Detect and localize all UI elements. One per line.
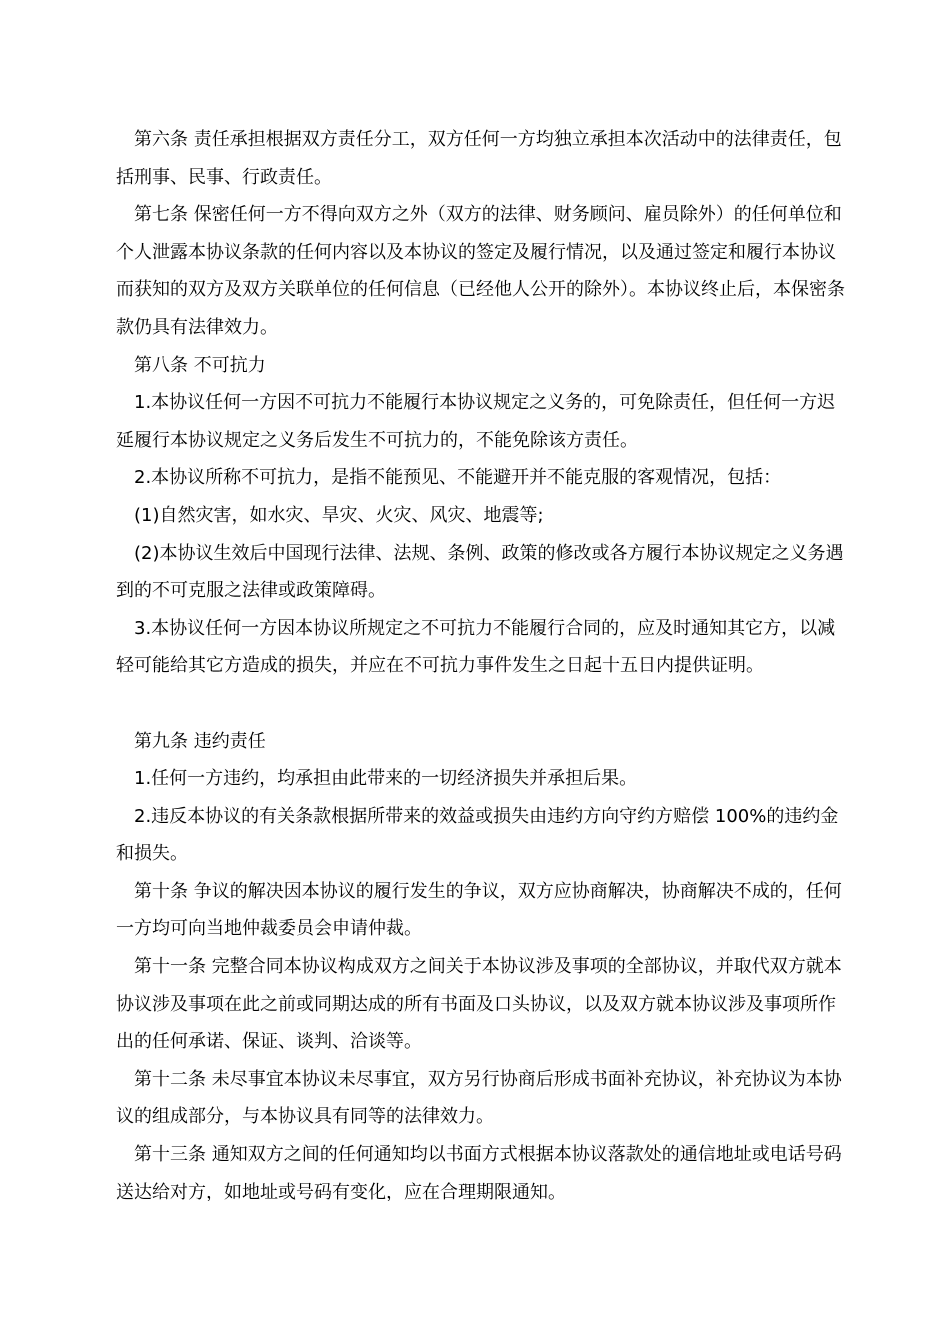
article-9-clause-1: 1.任何一方违约，均承担由此带来的一切经济损失并承担后果。 (134, 768, 638, 790)
article-8-clause-2: 2.本协议所称不可抗力，是指不能预见、不能避开并不能克服的客观情况，包括： (134, 467, 782, 489)
article-6-liability: 第六条 责任承担根据双方责任分工，双方任何一方均独立承担本次活动中的法律责任，包括刑事、民事、行政责任。 (116, 129, 842, 188)
article-8-clause-3: 3.本协议任何一方因本协议所规定之不可抗力不能履行合同的，应及时通知其它方，以减轻可能给其它方造成的损失，并应在不可抗力事件发生之日起十五日内提供证明。 (116, 617, 836, 677)
article-8-item-1: (1)自然灾害，如水灾、旱灾、火灾、风灾、地震等; (134, 504, 544, 526)
article-8-clause-1: 1.本协议任何一方因不可抗力不能履行本协议规定之义务的，可免除责任，但任何一方迟延履行本协议规定之义务后发生不可抗力的，不能免除该方责任。 (116, 392, 836, 451)
article-10-dispute: 第十条 争议的解决因本协议的履行发生的争议，双方应协商解决，协商解决不成的，任何一方均可向当地仲裁委员会申请仲裁。 (116, 880, 842, 940)
article-12-unresolved-matters: 第十二条 未尽事宜本协议未尽事宜，双方另行协商后形成书面补充协议，补充协议为本协议的组成部分，与本协议具有同等的法律效力。 (116, 1068, 842, 1128)
paragraph-gap (116, 685, 846, 723)
article-9-clause-2: 2.违反本协议的有关条款根据所带来的效益或损失由违约方向守约方赔偿 100%的违约金和损失。 (116, 805, 839, 865)
document-page (116, 121, 846, 1201)
article-13-notice: 第十三条 通知双方之间的任何通知均以书面方式根据本协议落款处的通信地址或电话号码送达给对方，如地址或号码有变化，应在合理期限通知。 (116, 1144, 842, 1201)
article-8-item-2: (2)本协议生效后中国现行法律、法规、条例、政策的修改或各方履行本协议规定之义务遇到的不可克服之法律或政策障碍。 (116, 542, 844, 602)
article-7-confidentiality: 第七条 保密任何一方不得向双方之外（双方的法律、财务顾问、雇员除外）的任何单位和个人泄露本协议条款的任何内容以及本协议的签定及履行情况，以及通过签定和履行本协议而获知的双方及双方关联单位的任何信息（已经他人公开的除外）。本协议终止后，本保密条款仍具有法律效力。 (116, 204, 845, 338)
article-9-heading: 第九条 违约责任 (134, 730, 266, 752)
article-11-entire-agreement: 第十一条 完整合同本协议构成双方之间关于本协议涉及事项的全部协议，并取代双方就本协议涉及事项在此之前或同期达成的所有书面及口头协议，以及双方就本协议涉及事项所作出的任何承诺、保证、谈判、洽谈等。 (116, 956, 842, 1053)
article-8-heading: 第八条 不可抗力 (134, 354, 266, 376)
